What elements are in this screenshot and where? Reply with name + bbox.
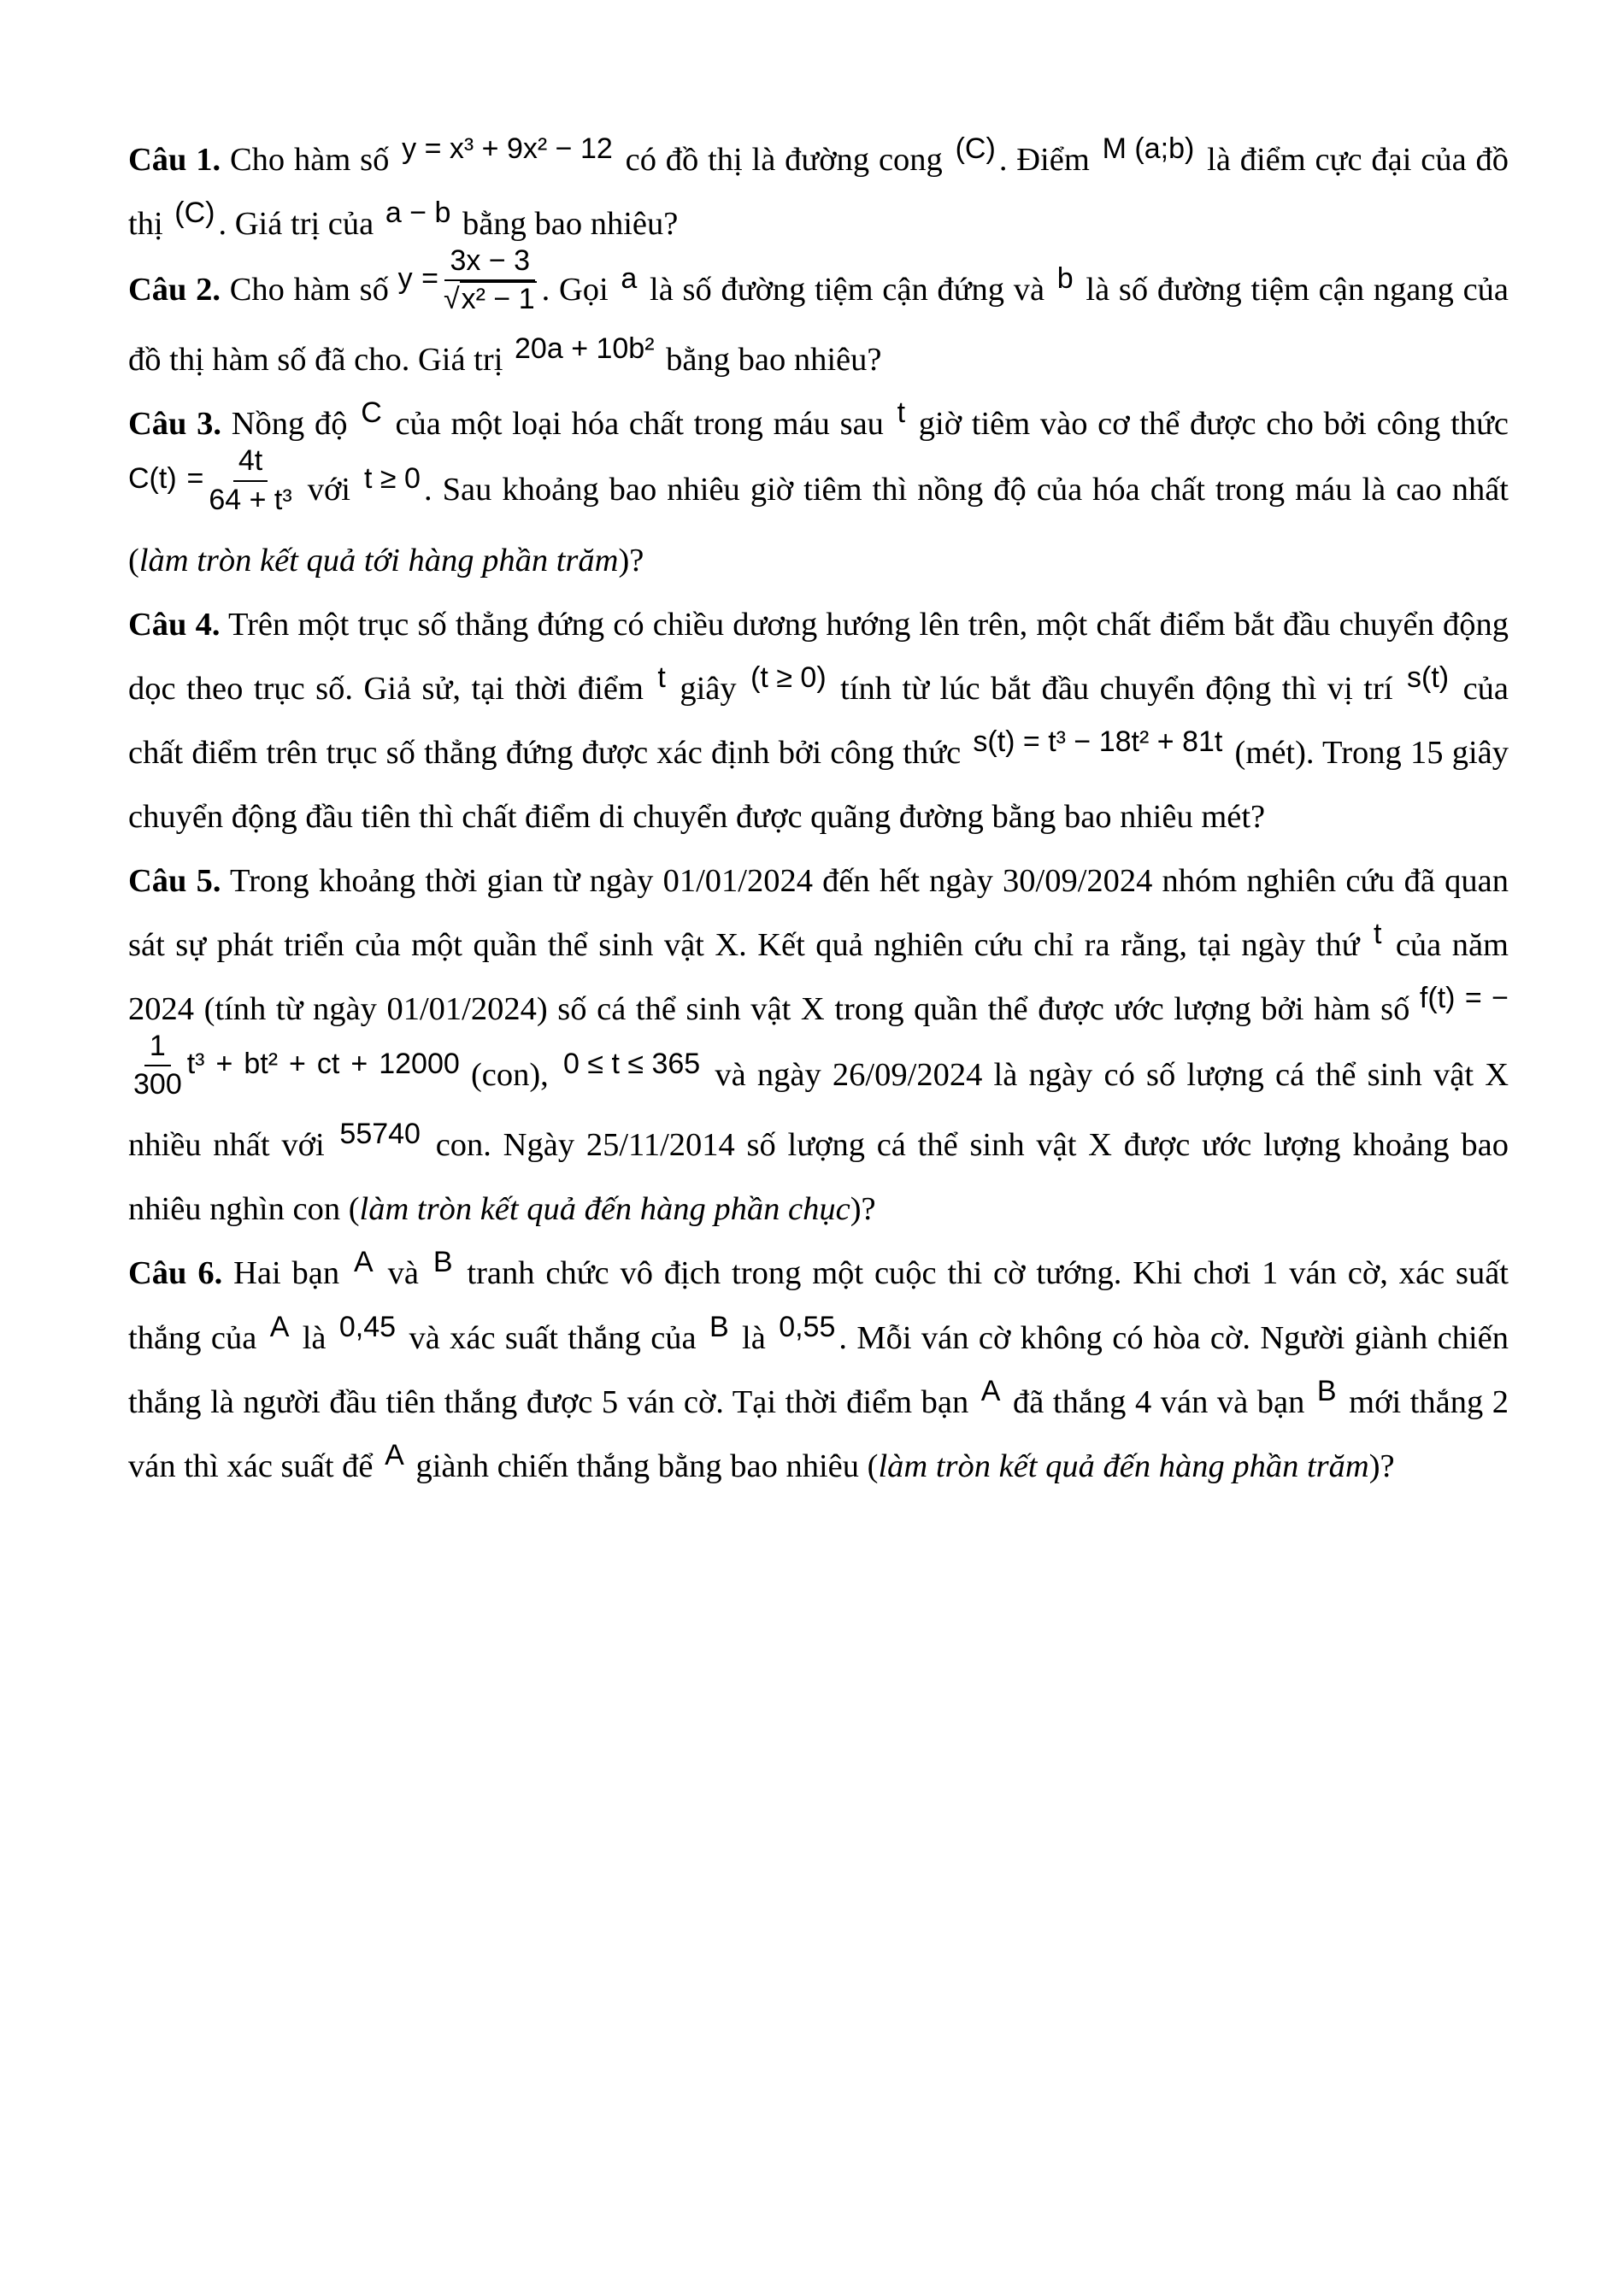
- text: là: [732, 1319, 776, 1356]
- fraction: [438, 244, 542, 316]
- fraction-denominator: 300: [133, 1068, 182, 1101]
- text: và: [376, 1255, 430, 1292]
- text: tính từ lúc bắt đầu chuyển động thì vị trí: [829, 670, 1403, 707]
- math-expression: y =: [397, 262, 438, 296]
- math-expression: B: [1316, 1374, 1337, 1407]
- text: của năm 2024 (tính từ ngày 01/01/2024) số cá thể sinh vật X trong quần thể được ước lượng bởi hàm số: [128, 927, 1509, 1028]
- question-5-label: Câu 5.: [128, 862, 221, 899]
- math-expression: A: [354, 1246, 374, 1279]
- math-expression: (C): [955, 132, 996, 165]
- sqrt-radicand: x² − 1: [461, 283, 535, 316]
- math-expression: f(t) = −: [1419, 982, 1509, 1015]
- question-2: [128, 244, 1509, 392]
- question-4-label: Câu 4.: [128, 606, 221, 643]
- text: )?: [850, 1191, 876, 1228]
- fraction-denominator: 64 + t³: [209, 483, 292, 516]
- math-expression: A: [385, 1438, 404, 1471]
- text: tranh chức vô địch trong một cuộc thi cờ tướng. Khi chơi 1 ván cờ, xác suất thắng của: [128, 1255, 1509, 1356]
- italic-note: làm tròn kết quả đến hàng phần chục: [359, 1191, 850, 1228]
- text: có đồ thị là đường cong: [615, 142, 952, 178]
- math-expression: t: [657, 661, 666, 694]
- question-1-label: Câu 1.: [128, 142, 221, 178]
- question-6-label: Câu 6.: [128, 1255, 223, 1292]
- italic-note: làm tròn kết quả tới hàng phần trăm: [138, 542, 619, 578]
- text: là: [292, 1319, 336, 1356]
- math-expression: (C): [174, 197, 215, 230]
- text: (con),: [459, 1057, 560, 1094]
- math-expression: C: [361, 396, 382, 430]
- italic-note: làm tròn kết quả đến hàng phần trăm: [878, 1447, 1369, 1484]
- text: mới thắng 2 ván thì xác suất để: [128, 1383, 1509, 1484]
- fraction-denominator: √x² − 1: [443, 283, 535, 316]
- text: . Gọi: [541, 272, 618, 308]
- text: . Sau khoảng bao nhiêu giờ tiêm thì nồng độ của hóa chất trong máu là cao nhất (: [128, 472, 1509, 578]
- question-4: [128, 593, 1509, 849]
- question-1: [128, 128, 1509, 256]
- text: . Mỗi ván cờ không có hòa cờ. Người giành chiến thắng là người đầu tiên thắng được 5 ván cờ. Tại thời điểm bạn: [128, 1319, 1509, 1420]
- math-expression: 55740: [339, 1118, 421, 1151]
- text: giây: [668, 670, 748, 707]
- text: . Giá trị của: [218, 206, 382, 243]
- question-2-label: Câu 2.: [128, 272, 221, 308]
- fraction-numerator: 1: [144, 1030, 171, 1066]
- worksheet-page: [128, 128, 1509, 1499]
- text: là điểm cực đại của đồ thị: [128, 142, 1509, 243]
- math-expression: b: [1056, 262, 1074, 296]
- text: và xác suất thắng của: [399, 1319, 706, 1356]
- math-expression: A: [980, 1374, 1001, 1407]
- text: Nồng độ: [221, 406, 358, 443]
- text: Cho hàm số: [221, 142, 399, 178]
- math-expression: 0,55: [779, 1310, 836, 1343]
- fraction: [128, 1030, 187, 1101]
- question-6: [128, 1242, 1509, 1498]
- math-expression: a − b: [385, 197, 451, 230]
- fraction-numerator: 4t: [233, 444, 268, 481]
- fraction: [203, 444, 297, 516]
- math-expression: 0 ≤ t ≤ 365: [563, 1048, 701, 1081]
- text: của một loại hóa chất trong máu sau: [385, 406, 894, 443]
- text: Trên một trục số thẳng đứng có chiều dương hướng lên trên, một chất điểm bắt đầu chuyển động dọc theo trục số. Giả sử, tại thời điểm: [128, 606, 1509, 707]
- text: (mét). Trong 15 giây chuyển động đầu tiên thì chất điểm di chuyển được quãng đường bằng bao nhiêu mét?: [128, 734, 1509, 835]
- math-expression: t: [1373, 918, 1382, 950]
- text: )?: [618, 542, 644, 578]
- math-expression: B: [709, 1310, 729, 1343]
- math-expression: (t ≥ 0): [750, 661, 827, 694]
- math-expression: y = x³ + 9x² − 12: [402, 132, 613, 165]
- text: giờ tiêm vào cơ thể được cho bởi công thức: [909, 406, 1509, 443]
- text: là số đường tiệm cận ngang của đồ thị hàm số đã cho. Giá trị: [128, 272, 1509, 379]
- math-expression: 0,45: [338, 1310, 397, 1343]
- question-3-label: Câu 3.: [128, 406, 222, 443]
- math-expression: a: [621, 262, 638, 296]
- math-expression: t³ + bt² + ct + 12000: [186, 1048, 460, 1081]
- math-expression: s(t) = t³ − 18t² + 81t: [973, 725, 1223, 758]
- math-expression: t: [897, 396, 906, 430]
- text: bằng bao nhiêu?: [657, 342, 882, 379]
- text: và ngày 26/09/2024 là ngày có số lượng cá thể sinh vật X nhiều nhất với: [128, 1057, 1509, 1164]
- text: bằng bao nhiêu?: [454, 206, 679, 243]
- text: với: [297, 472, 362, 508]
- text: của chất điểm trên trục số thẳng đứng được xác định bởi công thức: [128, 670, 1509, 771]
- text: đã thắng 4 ván và bạn: [1003, 1383, 1314, 1420]
- math-expression: C(t) =: [128, 462, 204, 496]
- text: . Điểm: [998, 142, 1099, 178]
- fraction-numerator: 3x − 3: [444, 244, 535, 281]
- text: )?: [1368, 1447, 1395, 1484]
- math-expression: M (a;b): [1102, 132, 1195, 165]
- math-expression: B: [432, 1246, 453, 1279]
- text: Hai bạn: [222, 1255, 351, 1292]
- math-expression: t ≥ 0: [364, 462, 421, 496]
- text: giành chiến thắng bằng bao nhiêu (: [407, 1447, 879, 1484]
- question-3: [128, 392, 1509, 592]
- math-expression: 20a + 10b²: [515, 332, 655, 366]
- question-5: [128, 849, 1509, 1242]
- text: là số đường tiệm cận đứng và: [640, 272, 1054, 308]
- text: Cho hàm số: [221, 272, 398, 308]
- math-expression: s(t): [1407, 661, 1450, 694]
- math-expression: A: [269, 1310, 290, 1343]
- text: con. Ngày 25/11/2014 số lượng cá thể sinh vật X được ước lượng khoảng bao nhiêu nghìn con (: [128, 1127, 1509, 1228]
- text: Trong khoảng thời gian từ ngày 01/01/2024 đến hết ngày 30/09/2024 nhóm nghiên cứu đã quan sát sự phát triển của một quần thể sinh vật X. Kết quả nghiên cứu chỉ ra rằng, tại ngày thứ: [128, 862, 1509, 963]
